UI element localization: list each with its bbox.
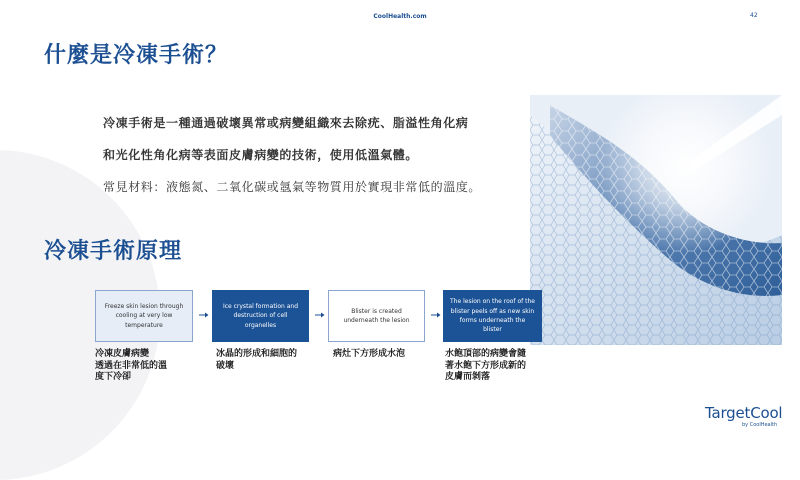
cryotherapy-skin-illustration	[530, 95, 782, 347]
section-title: 冷凍手術原理	[44, 239, 183, 264]
flow-step-2-box: Ice crystal formation and destruction of cell organelles	[212, 290, 309, 342]
materials-text: 常見材料：液態氮、二氧化碳或氬氣等物質用於實現非常低的溫度。	[103, 180, 482, 194]
site-url[interactable]: CoolHealth.com	[373, 13, 427, 20]
flow-step-1-box: Freeze skin lesion through cooling at very low temperature	[95, 290, 193, 342]
flow-step-1-caption: 冷凍皮膚病變 透過在非常低的溫 度下冷卻	[95, 349, 168, 383]
flow-step-4-caption: 水飽頂部的病變會隨 著水飽下方形成新的 皮膚而剝落	[445, 349, 527, 383]
slide-title: 什麼是冷凍手術？	[44, 43, 229, 68]
flow-step-3-box: Blister is created underneath the lesion	[328, 290, 425, 342]
flow-step-2-caption: 冰晶的形成和細胞的 破壞	[216, 349, 298, 371]
intro-text-line-2: 和光化性角化病等表面皮膚病變的技術，使用低溫氣體。	[103, 148, 419, 162]
flow-step-4-box: The lesion on the roof of the blister peels off as new skin forms underneath the blister	[443, 290, 542, 342]
page-number: 42	[750, 12, 758, 19]
brand-logo-subtext: by CoolHealth	[742, 422, 778, 428]
flow-step-3-caption: 病灶下方形成水泡	[333, 349, 406, 359]
flow-arrow-3-icon	[431, 311, 441, 319]
intro-text-line-1: 冷凍手術是一種通過破壞異常或病變組織來去除疣、脂溢性角化病	[103, 116, 469, 130]
flow-arrow-2-icon	[315, 311, 325, 319]
flow-arrow-1-icon	[199, 311, 209, 319]
brand-logo-text: TargetCool	[705, 404, 783, 422]
